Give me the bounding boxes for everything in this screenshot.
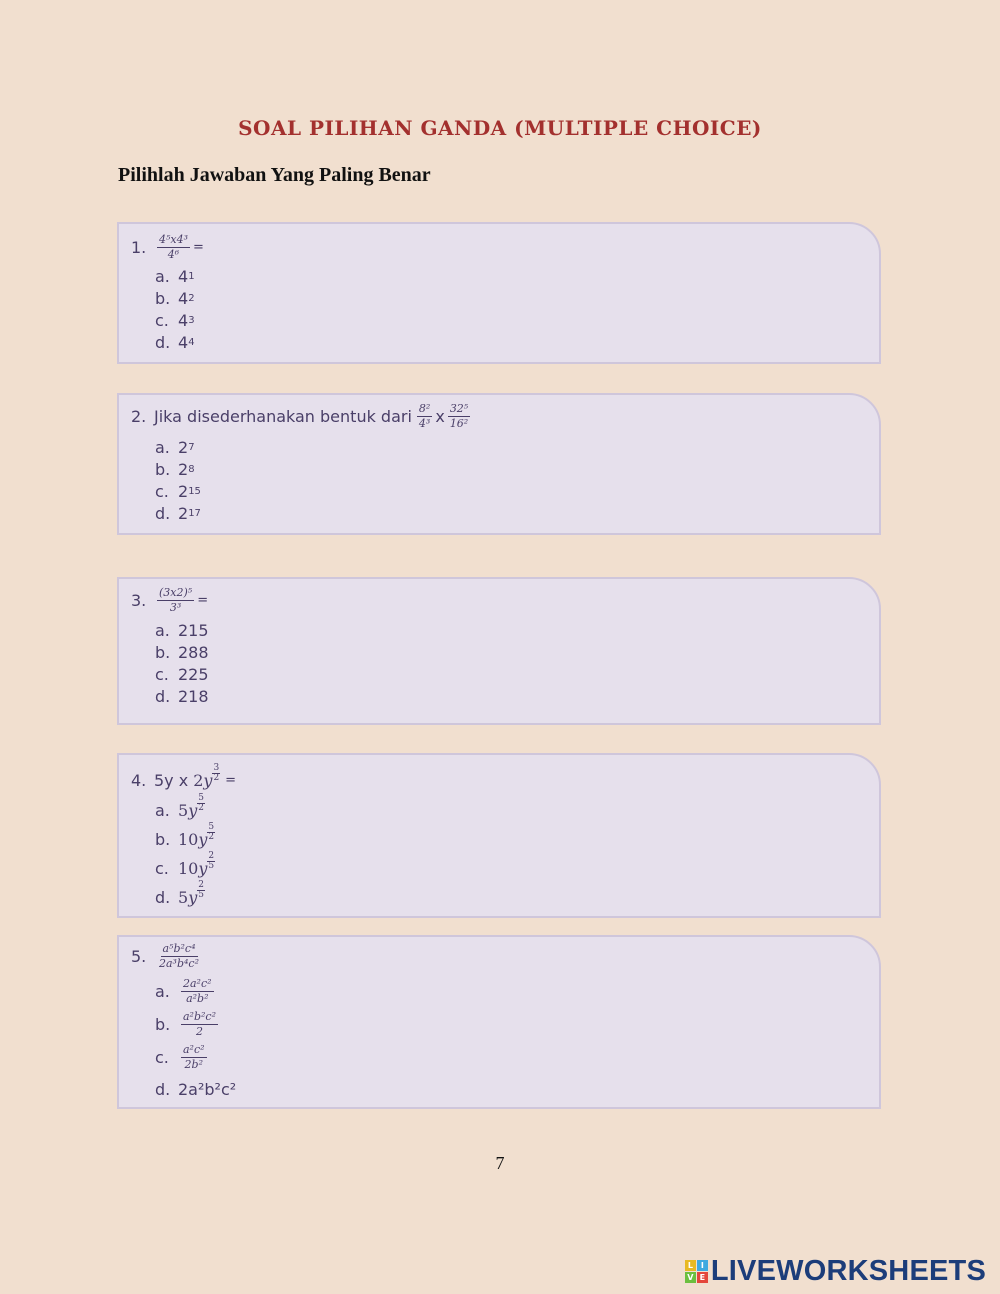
option-base: 2 [178, 438, 189, 457]
question-lead: 5y x [154, 771, 189, 790]
equals-sign: = [225, 773, 237, 788]
option-letter: d. [155, 687, 171, 706]
option-base: 2 [178, 460, 189, 479]
page-number: 7 [495, 1153, 505, 1173]
logo-tile-l: L [685, 1260, 696, 1271]
option-base: 4 [178, 289, 189, 308]
option-letter: c. [155, 1047, 169, 1067]
option-2c[interactable]: c. 2 15 [155, 482, 201, 501]
fraction-numerator: (3x2)⁵ [159, 586, 193, 599]
option-coefficient: 10 [178, 859, 199, 878]
question-number: 4. [131, 771, 147, 790]
instruction-text: Pilihlah Jawaban Yang Paling Benar [118, 164, 431, 186]
option-coefficient: 5 [178, 888, 189, 907]
option-value: 218 [178, 687, 209, 706]
fraction-numerator: 8² [418, 402, 431, 415]
question-card-2 [117, 393, 881, 535]
option-letter: d. [155, 888, 171, 907]
option-variable: y [188, 888, 198, 907]
fraction-denominator: 4⁶ [167, 247, 180, 261]
fraction-denominator: 16² [449, 416, 469, 430]
option-3a[interactable] [155, 621, 209, 640]
fraction-denominator: 2 [196, 1024, 203, 1038]
question-2-fraction-2 [448, 403, 470, 429]
option-4a[interactable] [155, 793, 205, 820]
option-value: 288 [178, 643, 209, 662]
exponent-numerator: 5 [198, 793, 204, 803]
option-base: 4 [178, 311, 189, 330]
option-exponent [197, 881, 205, 900]
option-letter: a. [155, 981, 170, 1001]
question-3-stem [131, 587, 208, 613]
option-letter: d. [155, 333, 171, 352]
option-3d[interactable] [155, 687, 209, 706]
fraction-denominator: 3³ [169, 600, 182, 614]
option-4d[interactable] [155, 880, 205, 907]
option-3c[interactable] [155, 665, 209, 684]
option-letter: b. [155, 830, 171, 849]
liveworksheets-logo [685, 1255, 986, 1288]
option-coefficient: 5 [178, 801, 189, 820]
exponent-denominator: 2 [208, 832, 215, 842]
question-number: 5. [131, 946, 147, 966]
option-exponent [197, 794, 205, 813]
question-number: 2. [131, 406, 147, 426]
option-letter: c. [155, 665, 169, 684]
exponent-denominator: 2 [213, 773, 220, 783]
question-card-4 [117, 753, 881, 918]
question-5-stem [131, 943, 204, 969]
page-title: SOAL PILIHAN GANDA (MULTIPLE CHOICE) [238, 116, 762, 140]
option-variable: y [188, 801, 198, 820]
option-letter: a. [155, 621, 170, 640]
option-letter: c. [155, 859, 169, 878]
question-3-fraction [157, 587, 194, 613]
question-1-stem [131, 234, 204, 260]
option-base: 2 [178, 504, 189, 523]
option-fraction [181, 1011, 218, 1037]
exponent-denominator: 5 [208, 861, 215, 871]
question-4-stem [131, 763, 237, 790]
option-2d[interactable]: d. 2 17 [155, 504, 201, 523]
option-3b[interactable] [155, 643, 209, 662]
logo-tile-e: E [697, 1272, 708, 1283]
option-1c[interactable]: c. 4 3 [155, 311, 195, 330]
question-card-1 [117, 222, 881, 364]
option-variable: y [198, 859, 208, 878]
option-letter: a. [155, 267, 170, 286]
option-4c[interactable] [155, 851, 215, 878]
option-variable: y [198, 830, 208, 849]
option-2b[interactable]: b. 2 8 [155, 460, 195, 479]
coefficient: 2 [193, 771, 204, 790]
fraction-numerator: a⁵b²c⁴ [162, 942, 196, 955]
fraction-denominator: 4³ [418, 416, 431, 430]
question-2-stem [131, 403, 473, 429]
option-letter: d. [155, 504, 171, 523]
option-4b[interactable] [155, 822, 215, 849]
option-letter: d. [155, 1080, 171, 1099]
option-base: 2 [178, 482, 189, 501]
exponent-denominator: 5 [198, 890, 204, 900]
option-exponent [207, 823, 215, 842]
option-5c[interactable] [155, 1044, 210, 1070]
question-card-3 [117, 577, 881, 725]
option-5d[interactable] [155, 1080, 236, 1099]
option-5a[interactable] [155, 978, 217, 1004]
fraction-numerator: 32⁵ [449, 402, 469, 415]
option-letter: b. [155, 1014, 171, 1034]
fraction-numerator: 2a²c² [183, 977, 212, 990]
logo-tile-i: I [697, 1260, 708, 1271]
option-fraction [181, 1044, 207, 1070]
option-1b[interactable]: b. 4 2 [155, 289, 195, 308]
question-2-fraction-1 [417, 403, 432, 429]
option-2a[interactable]: a. 2 7 [155, 438, 195, 457]
option-letter: a. [155, 801, 170, 820]
fraction-denominator: a²b² [186, 991, 209, 1005]
fraction-denominator: 2a³b⁴c² [159, 956, 199, 970]
question-text: Jika disederhanakan bentuk dari [154, 406, 412, 426]
option-base: 4 [178, 267, 189, 286]
option-value: 2a²b²c² [178, 1080, 237, 1099]
exponent-fraction [212, 764, 220, 783]
exponent-numerator: 2 [198, 880, 204, 890]
logo-icon [685, 1260, 708, 1283]
exponent-numerator: 2 [208, 851, 215, 861]
option-fraction [181, 978, 214, 1004]
fraction-numerator: a²b²c² [183, 1010, 216, 1023]
option-letter: b. [155, 289, 171, 308]
option-letter: c. [155, 311, 169, 330]
fraction-numerator: a²c² [183, 1043, 205, 1056]
question-card-5 [117, 935, 881, 1109]
question-5-fraction [157, 943, 201, 969]
exponent-numerator: 5 [208, 822, 215, 832]
option-letter: b. [155, 643, 171, 662]
option-exponent [207, 852, 215, 871]
equals-sign: = [193, 239, 204, 255]
logo-text: LIVEWORKSHEETS [710, 1255, 986, 1287]
logo-tile-v: V [685, 1272, 696, 1283]
option-letter: b. [155, 460, 171, 479]
option-letter: c. [155, 482, 169, 501]
exponent-numerator: 3 [213, 763, 220, 773]
question-1-fraction [157, 234, 190, 260]
option-1a[interactable]: a. 4 1 [155, 267, 195, 286]
fraction-numerator: 4⁵x4³ [159, 233, 189, 246]
question-number: 3. [131, 590, 147, 610]
option-value: 225 [178, 665, 209, 684]
variable: y [203, 771, 213, 790]
fraction-denominator: 2b² [184, 1057, 203, 1071]
option-1d[interactable]: d. 4 4 [155, 333, 195, 352]
option-letter: a. [155, 438, 170, 457]
option-base: 4 [178, 333, 189, 352]
multiply-sign: x [435, 406, 445, 426]
option-coefficient: 10 [178, 830, 199, 849]
question-number: 1. [131, 237, 147, 257]
exponent-denominator: 2 [198, 803, 204, 813]
equals-sign: = [197, 592, 209, 608]
option-value: 215 [178, 621, 209, 640]
option-5b[interactable] [155, 1011, 221, 1037]
